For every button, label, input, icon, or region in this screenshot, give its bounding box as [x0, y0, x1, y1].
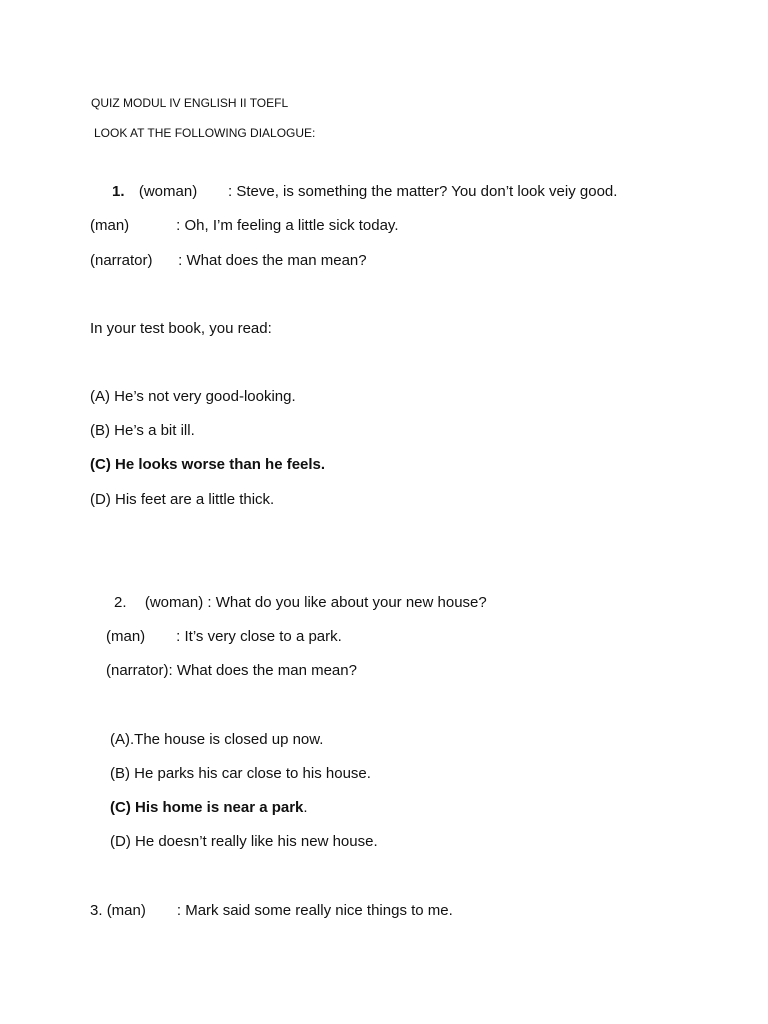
q1-woman-line [112, 183, 617, 201]
q2-man-speaker: (man) [106, 628, 146, 645]
q2-woman-text: : What do you like about your new house? [207, 594, 487, 611]
q2-option-a: (A).The house is closed up now. [110, 731, 324, 748]
q3-man-speaker: (man) [106, 902, 146, 919]
q3-number: 3. [90, 902, 103, 919]
q1-man-speaker: (man) [90, 217, 130, 234]
q2-woman-line [114, 594, 487, 612]
q3-man-text: : Mark said some really nice things to me. [176, 902, 453, 919]
q2-woman-speaker: (woman) [144, 594, 204, 611]
q2-option-d: (D) He doesn’t really like his new house. [110, 833, 378, 850]
q1-narrator-text: : What does the man mean? [178, 252, 367, 269]
q1-woman-text: : Steve, is something the matter? You don’t look veiy good. [228, 183, 618, 200]
q2-option-c-period: . [303, 799, 308, 816]
q2-narrator-line: (narrator): What does the man mean? [106, 662, 357, 679]
q1-narrator-line [90, 252, 367, 270]
q1-woman-speaker: (woman) [138, 183, 198, 200]
q2-man-text: : It’s very close to a park. [176, 628, 342, 645]
q1-man-text: : Oh, I’m feeling a little sick today. [176, 217, 399, 234]
q1-man-line [90, 217, 398, 235]
dialogue-instruction: LOOK AT THE FOLLOWING DIALOGUE: [94, 126, 316, 140]
q1-option-b: (B) He’s a bit ill. [90, 422, 195, 439]
q2-option-c-text: (C) His home is near a park [110, 799, 304, 816]
q1-narrator-speaker: (narrator) [90, 252, 153, 269]
q1-test-book-text: In your test book, you read: [90, 320, 272, 337]
quiz-title: QUIZ MODUL IV ENGLISH II TOEFL [91, 96, 289, 110]
q2-option-b: (B) He parks his car close to his house. [110, 765, 371, 782]
q1-option-d: (D) His feet are a little thick. [90, 491, 275, 508]
q2-man-line [106, 628, 342, 646]
q2-option-c [110, 799, 308, 817]
q1-option-a: (A) He’s not very good-looking. [90, 388, 296, 405]
q2-number: 2. [114, 594, 127, 611]
q3-man-line [90, 902, 453, 920]
q1-number: 1. [112, 183, 125, 200]
q1-option-c: (C) He looks worse than he feels. [90, 456, 326, 473]
